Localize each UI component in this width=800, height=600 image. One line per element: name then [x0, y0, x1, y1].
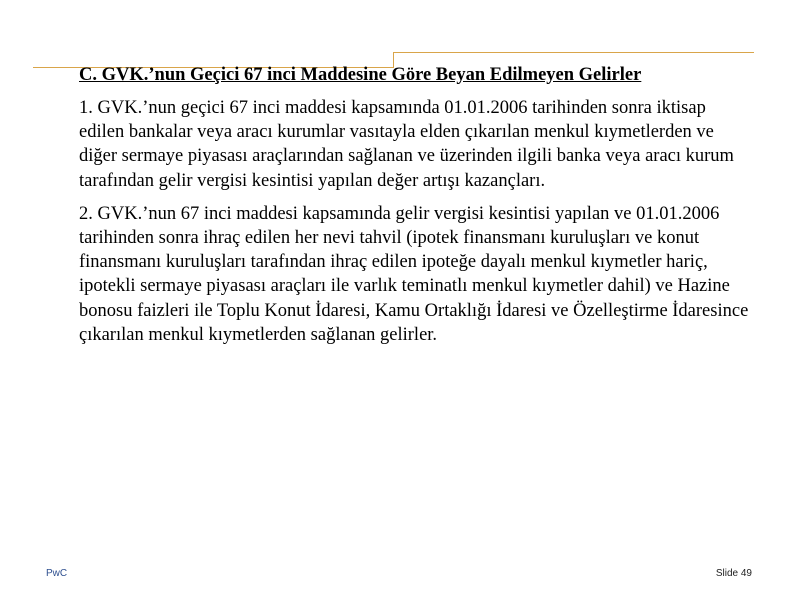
slide-heading: C. GVK.’nun Geçici 67 inci Maddesine Göre Beyan Edilmeyen Gelirler — [79, 65, 642, 85]
paragraph-2: 2. GVK.’nun 67 inci maddesi kapsamında gelir vergisi kesintisi yapılan ve 01.01.2006 tarihinden sonra ihraç edilen her nevi tahvil (ipotek finansmanı kuruluşları ve konut finansmanı kuruluşları tarafından ihraç edilen ipoteğe dayalı menkul kıymetler hariç, ipotekli sermaye piyasası araçları ile varlık teminatlı menkul kıymetler dahil) ve Hazine bonosu faizleri ile Toplu Konut İdaresi, Kamu Ortaklığı İdaresi ve Özelleştirme İdaresince çıkarılan menkul kıymetlerden sağlanan gelirler. — [79, 203, 749, 345]
slide-content — [79, 64, 754, 347]
slide-number: Slide 49 — [715, 568, 752, 579]
header-rule-right — [394, 52, 754, 53]
footer-brand: PwC — [46, 568, 68, 579]
paragraph-1: 1. GVK.’nun geçici 67 inci maddesi kapsamında 01.01.2006 tarihinden sonra iktisap edilen bankalar veya aracı kurumlar vasıtayla elden çıkarılan menkul kıymetlerden ve diğer sermaye piyasası araçlarından sağlanan ve üzerinden ilgili banka veya aracı kurum tarafından gelir vergisi kesintisi yapılan değer artışı kazançları. — [79, 98, 734, 191]
